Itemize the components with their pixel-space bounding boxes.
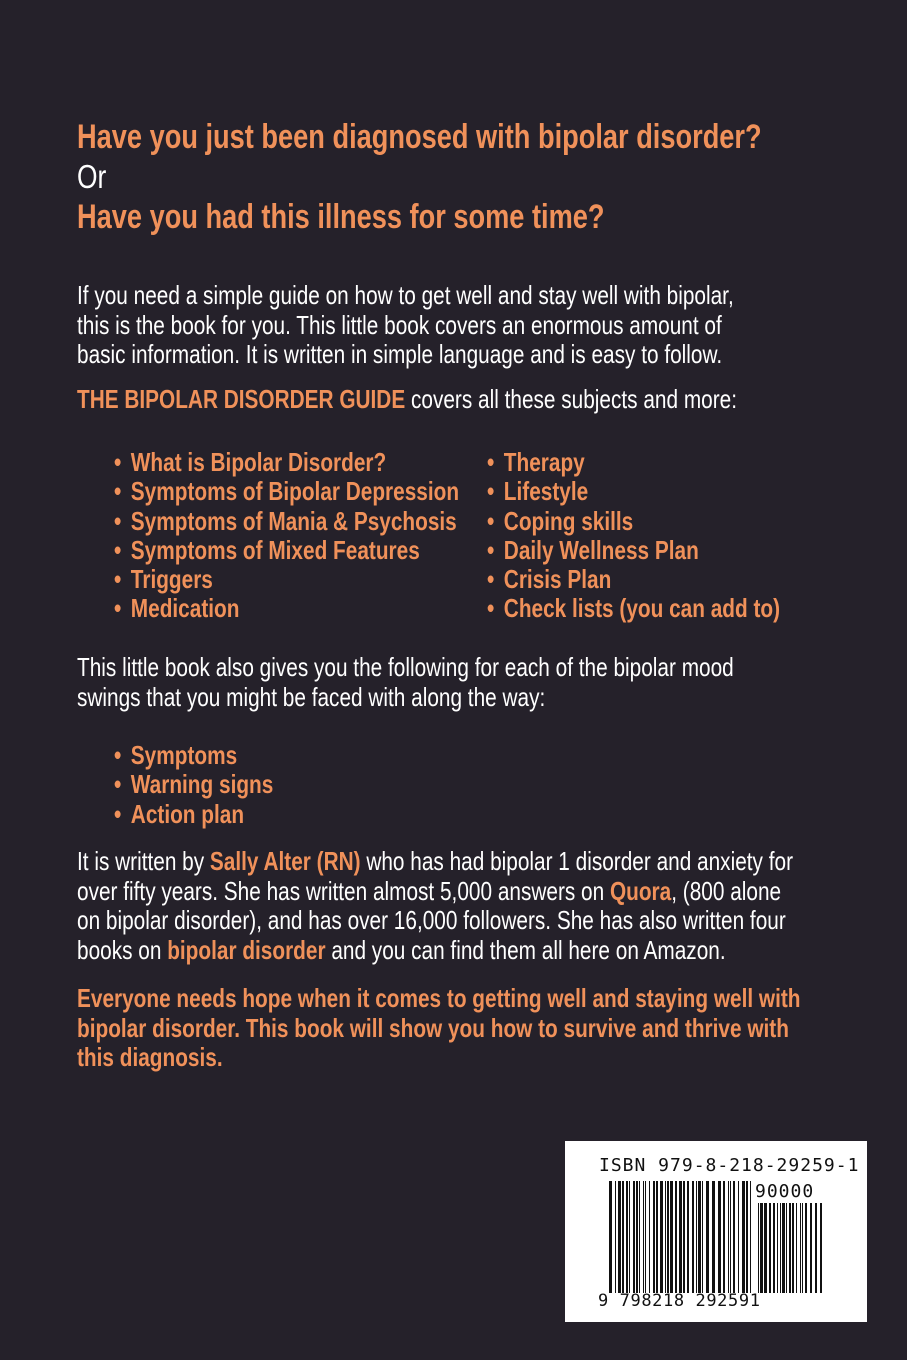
- list-item: • Daily Wellness Plan: [487, 534, 699, 565]
- book-title: THE BIPOLAR DISORDER GUIDE: [77, 384, 406, 414]
- covers-line: THE BIPOLAR DISORDER GUIDE covers all these subjects and more:: [77, 384, 738, 414]
- bullet-icon: •: [114, 798, 122, 829]
- isbn-label: ISBN 979-8-218-29259-1: [599, 1155, 860, 1176]
- bullet-icon: •: [114, 447, 122, 477]
- headline-or: Or: [77, 158, 107, 195]
- bullet-icon: •: [114, 534, 122, 565]
- bullet-icon: •: [487, 534, 495, 565]
- subjects-list-right: [487, 448, 853, 624]
- bullet-icon: •: [114, 593, 122, 624]
- barcode-bars-icon: [609, 1181, 753, 1293]
- bullet-icon: •: [114, 505, 122, 536]
- list-item: • Triggers: [114, 564, 213, 595]
- mood-paragraph: This little book also gives you the following for each of the bipolar mood swings that you might be faced with along the way:: [77, 652, 734, 712]
- subjects-list-left: [114, 448, 545, 624]
- list-item: • Crisis Plan: [487, 564, 612, 595]
- list-item: • Check lists (you can add to): [487, 593, 781, 624]
- list-item: • Lifestyle: [487, 476, 589, 507]
- list-item: • Warning signs: [114, 769, 274, 800]
- list-item: • Therapy: [487, 447, 585, 477]
- bullet-icon: •: [114, 769, 122, 800]
- headline-question-2: Have you had this illness for some time?: [77, 198, 605, 236]
- mood-list: [114, 741, 313, 829]
- list-item: • Action plan: [114, 798, 245, 829]
- intro-paragraph: If you need a simple guide on how to get well and stay well with bipolar, this is the book for you. This little book covers an enormous amount of basic information. It is written in simple language and is easy to follow.: [77, 280, 734, 369]
- closing-paragraph: Everyone needs hope when it comes to getting well and staying well with bipolar disorder. This book will show you how to survive and thrive with this diagnosis.: [77, 983, 801, 1072]
- barcode-extension-icon: [758, 1203, 822, 1293]
- headline-question-1: Have you just been diagnosed with bipolar disorder?: [77, 118, 762, 156]
- bipolar-books-link: bipolar disorder: [167, 934, 326, 965]
- bullet-icon: •: [487, 447, 495, 477]
- bullet-icon: •: [114, 740, 122, 770]
- list-item: • What is Bipolar Disorder?: [114, 447, 387, 477]
- list-item: • Coping skills: [487, 505, 634, 536]
- bullet-icon: •: [487, 593, 495, 624]
- list-item: • Symptoms: [114, 740, 238, 770]
- quora-link: Quora: [609, 875, 672, 906]
- bullet-icon: •: [114, 476, 122, 507]
- bullet-icon: •: [114, 564, 122, 595]
- list-item: • Symptoms of Mixed Features: [114, 534, 420, 565]
- author-paragraph: It is written by Sally Alter (RN) who has had bipolar 1 disorder and anxiety for over fifty years. She has written almost 5,000 answers on Quora, (800 alone on bipolar disorder), and has over 16,000 followers. She has also written four books on bipolar disorder and you can find them all here on Amazon.: [77, 846, 794, 965]
- isbn-barcode: [565, 1141, 867, 1322]
- bullet-icon: •: [487, 564, 495, 595]
- bullet-icon: •: [487, 505, 495, 536]
- author-name: Sally Alter (RN): [209, 846, 361, 876]
- ean-digits: 9 798218 292591: [598, 1291, 761, 1311]
- price-code: 90000: [755, 1181, 815, 1202]
- list-item: • Symptoms of Mania & Psychosis: [114, 505, 457, 536]
- list-item: • Symptoms of Bipolar Depression: [114, 476, 460, 507]
- list-item: • Medication: [114, 593, 240, 624]
- bullet-icon: •: [487, 476, 495, 507]
